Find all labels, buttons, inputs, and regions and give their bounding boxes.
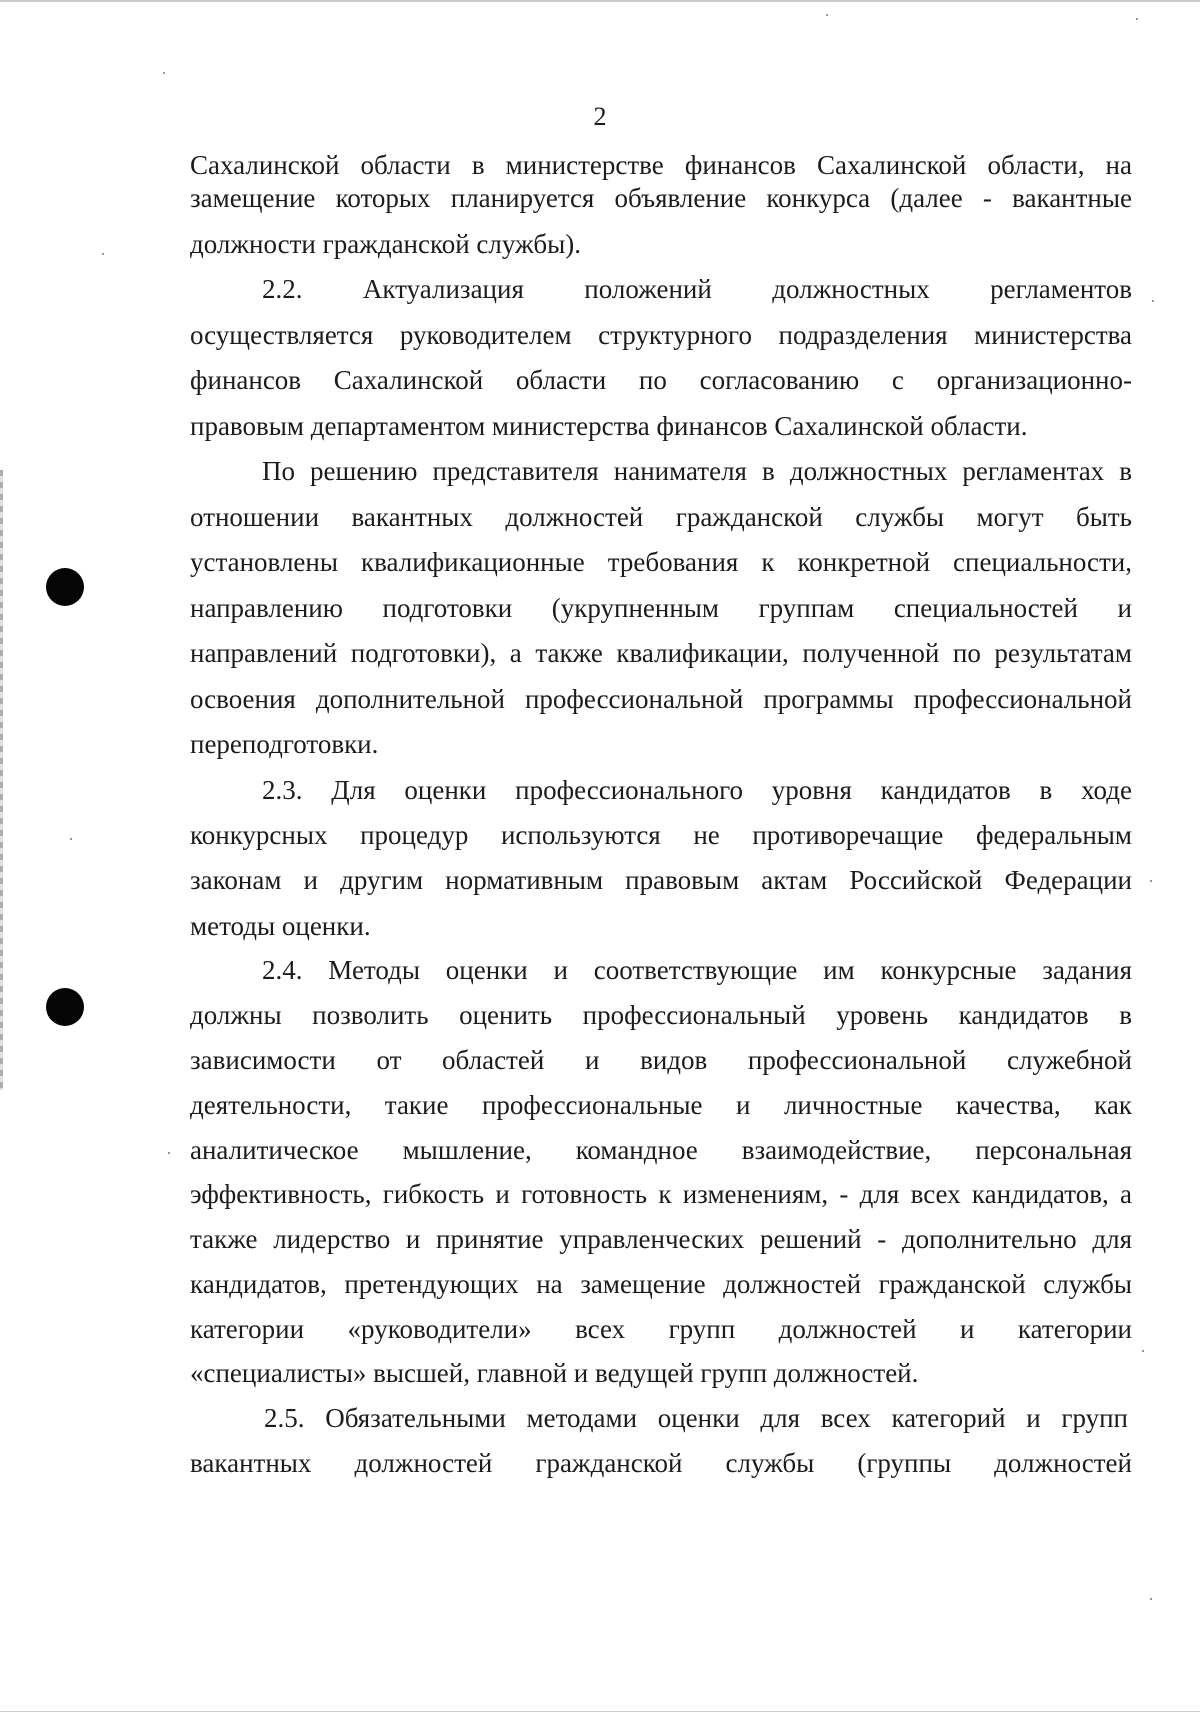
text-line: направлений подготовки), а также квалификации, полученной по результатам [190,638,1132,668]
text-line: 2.4. Методы оценки и соответствующие им конкурсные задания [262,955,1132,985]
text-line: должны позволить оценить профессиональный уровень кандидатов в [190,1000,1132,1030]
hole-punch-mark [46,568,84,606]
text-line: финансов Сахалинской области по согласованию с организационно- [190,365,1132,395]
scan-edge-left [0,470,3,1090]
scan-speck [70,838,72,840]
text-line: освоения дополнительной профессиональной программы профессиональной [190,684,1132,714]
text-line: переподготовки. [190,729,379,759]
text-line: 2.3. Для оценки профессионального уровня кандидатов в ходе [262,775,1132,805]
text-line: кандидатов, претендующих на замещение должностей гражданской службы [190,1269,1132,1299]
scan-speck [163,72,165,74]
text-line: направлению подготовки (укрупненным группам специальностей и [190,593,1132,623]
text-line: также лидерство и принятие управленческих решений - дополнительно для [190,1224,1132,1254]
text-line: эффективность, гибкость и готовность к изменениям, - для всех кандидатов, а [190,1179,1132,1209]
scan-speck [102,253,104,255]
scan-speck [1152,300,1154,302]
text-line: 2.5. Обязательными методами оценки для всех категорий и групп [264,1403,1128,1433]
text-line: отношении вакантных должностей гражданской службы могут быть [190,502,1132,532]
scan-edge-bottom [0,1711,1200,1712]
text-line: замещение которых планируется объявление конкурса (далее - вакантные [190,183,1132,213]
scan-speck [168,1152,170,1154]
text-line: аналитическое мышление, командное взаимодействие, персональная [190,1135,1132,1165]
text-line: деятельности, такие профессиональные и личностные качества, как [190,1090,1132,1120]
text-line: зависимости от областей и видов профессиональной служебной [190,1045,1132,1075]
text-line: категории «руководители» всех групп должностей и категории [190,1314,1132,1344]
scan-speck [1142,1350,1144,1352]
scan-speck [826,14,828,16]
page-number: 2 [593,102,607,131]
text-line: вакантных должностей гражданской службы (группы должностей [190,1448,1132,1478]
text-line: законам и другим нормативным правовым актам Российской Федерации [190,865,1132,895]
text-line: Сахалинской области в министерстве финансов Сахалинской области, на [190,150,1132,180]
text-line: 2.2. Актуализация положений должностных регламентов [262,274,1132,304]
text-line: методы оценки. [190,911,371,941]
scan-speck [1150,880,1152,882]
scan-edge-top [0,0,1200,2]
text-line: правовым департаментом министерства финансов Сахалинской области. [190,411,1028,441]
text-line: установлены квалификационные требования к конкретной специальности, [190,547,1132,577]
scan-speck [1150,1598,1152,1600]
hole-punch-mark [46,988,84,1026]
text-line: должности гражданской службы). [190,229,581,259]
text-line: конкурсных процедур используются не противоречащие федеральным [190,820,1132,850]
text-line: По решению представителя нанимателя в должностных регламентах в [262,456,1132,486]
text-line: «специалисты» высшей, главной и ведущей групп должностей. [190,1358,919,1388]
scan-speck [1136,18,1138,20]
text-line: осуществляется руководителем структурного подразделения министерства [190,320,1132,350]
